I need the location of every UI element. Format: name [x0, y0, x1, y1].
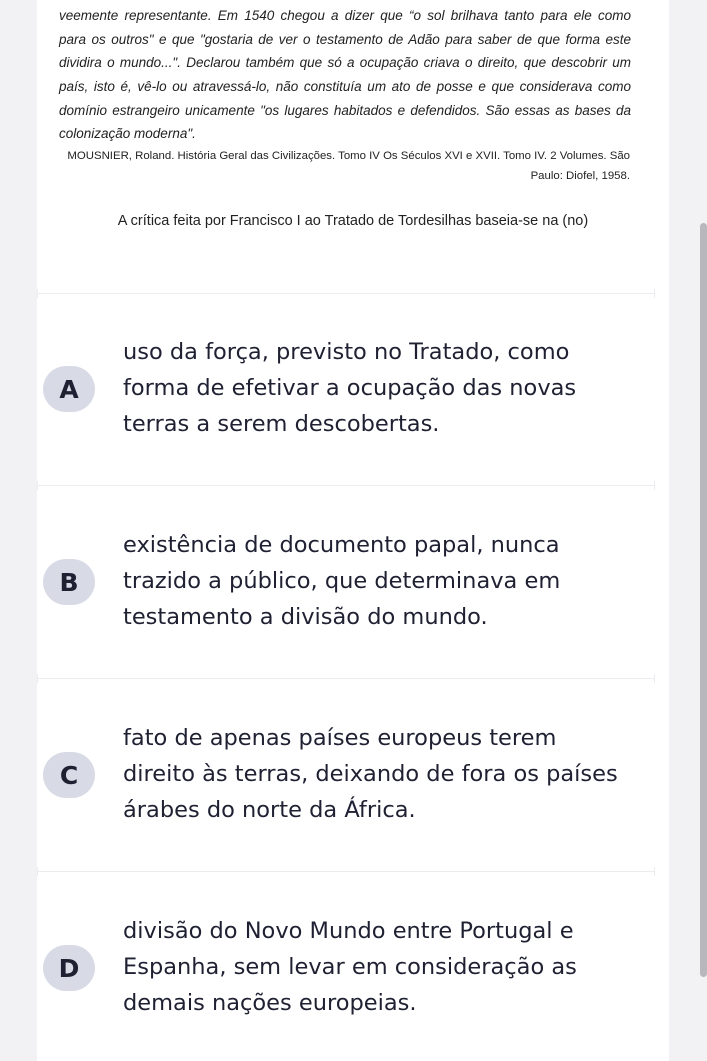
passage-line: domínio estrangeiro unicamente "os lugares habitados e defendidos. São essas as bases da: [59, 103, 631, 118]
passage-line: para os outros" e que "gostaria de ver o testamento de Adão para saber de que forma este: [59, 32, 631, 47]
scrollbar-thumb[interactable]: [700, 223, 707, 977]
divider: [37, 293, 655, 294]
divider: [37, 678, 655, 679]
option-line: terras a serem descobertas.: [123, 411, 440, 437]
option-letter-badge: A: [43, 366, 95, 412]
option-text: [123, 334, 653, 442]
option-line: testamento a divisão do mundo.: [123, 604, 488, 630]
option-letter-badge: D: [43, 945, 95, 991]
option-line: árabes do norte da África.: [123, 797, 416, 823]
option-line: uso da força, previsto no Tratado, como: [123, 339, 570, 365]
option-b[interactable]: [37, 523, 669, 673]
option-text: [123, 913, 653, 1021]
option-line: divisão do Novo Mundo entre Portugal e: [123, 918, 574, 944]
passage-line: país, isto é, vê-lo ou atravessá-lo, não constituía um ato de posse e que considerava como: [59, 79, 631, 94]
passage-line: colonização moderna".: [59, 126, 196, 141]
option-line: Espanha, sem levar em consideração as: [123, 954, 577, 980]
citation-line: MOUSNIER, Roland. História Geral das Civilizações. Tomo IV Os Séculos XVI e XVII. Tomo IV. 2 Volumes. São: [67, 150, 630, 162]
option-text: [123, 720, 653, 828]
option-letter-badge: C: [43, 752, 95, 798]
option-line: forma de efetivar a ocupação das novas: [123, 375, 577, 401]
option-c[interactable]: [37, 716, 669, 866]
option-line: trazido a público, que determinava em: [123, 568, 561, 594]
passage-line: dividira o mundo...". Declarou também que só a ocupação criava o direito, que descobrir um: [59, 55, 631, 70]
question-text: A crítica feita por Francisco I ao Tratado de Tordesilhas baseia-se na (no): [117, 213, 589, 229]
option-line: demais nações europeias.: [123, 990, 417, 1016]
option-line: existência de documento papal, nunca: [123, 532, 560, 558]
citation-line: Paulo: Diofel, 1958.: [530, 170, 630, 182]
question-card: [37, 0, 669, 1061]
option-d[interactable]: [37, 909, 669, 1059]
option-line: direito às terras, deixando de fora os países: [123, 761, 618, 787]
option-line: fato de apenas países europeus terem: [123, 725, 557, 751]
divider: [37, 485, 655, 486]
option-text: [123, 527, 653, 635]
passage-line: veemente representante. Em 1540 chegou a dizer que “o sol brilhava tanto para ele como: [59, 8, 631, 23]
option-a[interactable]: [37, 330, 669, 480]
divider: [37, 871, 655, 872]
option-letter-badge: B: [43, 559, 95, 605]
